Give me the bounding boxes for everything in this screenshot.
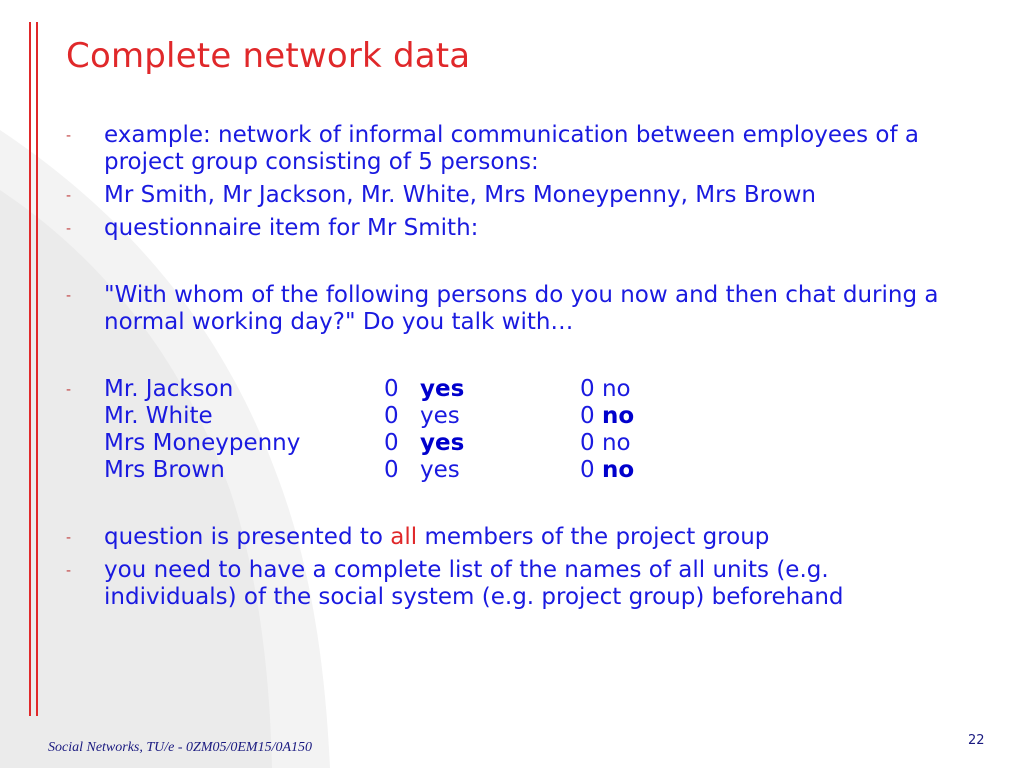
page-number: 22	[968, 733, 985, 748]
slide-title: Complete network data	[66, 36, 471, 76]
left-red-rule-outer	[29, 22, 31, 716]
bullet-dash: -	[66, 382, 72, 398]
bullet-members	[60, 182, 960, 209]
left-red-rule-inner	[36, 22, 38, 716]
yes-option: yes	[420, 403, 460, 429]
yes-option: yes	[420, 376, 465, 402]
bullet-questionnaire	[60, 215, 960, 242]
bullet-complete-list	[60, 557, 960, 611]
no-marker: 0	[580, 376, 595, 402]
person-name: Mrs Brown	[104, 457, 225, 483]
bullet-dash: -	[66, 128, 72, 144]
questionnaire-row	[104, 430, 960, 457]
yes-marker: 0	[384, 403, 399, 429]
questionnaire-row	[104, 457, 960, 484]
yes-option: yes	[420, 430, 465, 456]
bullet-dash: -	[66, 530, 72, 546]
questionnaire-table	[60, 376, 960, 484]
questionnaire-row	[104, 403, 960, 430]
bullet-question	[60, 282, 960, 336]
bullet-text: "With whom of the following persons do you now and then chat during a normal working day?" Do you talk with…	[104, 282, 939, 335]
no-marker: 0	[580, 457, 595, 483]
bullet-dash: -	[66, 563, 72, 579]
person-name: Mr. White	[104, 403, 213, 429]
bullet-presented	[60, 524, 960, 551]
bullet-example	[60, 122, 960, 176]
no-option: no	[601, 376, 631, 402]
bullet-dash: -	[66, 188, 72, 204]
bullet-text: Mr Smith, Mr Jackson, Mr. White, Mrs Moneypenny, Mrs Brown	[104, 182, 817, 208]
no-option: no	[601, 430, 631, 456]
person-name: Mrs Moneypenny	[104, 430, 301, 456]
yes-option: yes	[420, 457, 460, 483]
bullet-text: questionnaire item for Mr Smith:	[104, 215, 479, 241]
no-option: no	[601, 457, 635, 483]
bullet-text: example: network of informal communication between employees of a project group consisting of 5 persons:	[104, 122, 919, 175]
person-name: Mr. Jackson	[104, 376, 234, 402]
questionnaire-row	[104, 376, 960, 403]
yes-marker: 0	[384, 430, 399, 456]
no-marker: 0	[580, 430, 595, 456]
bullet-dash: -	[66, 288, 72, 304]
yes-marker: 0	[384, 457, 399, 483]
slide-body	[60, 122, 960, 611]
presented-after: members of the project group	[417, 524, 770, 550]
bullet-dash: -	[66, 221, 72, 237]
no-marker: 0	[580, 403, 595, 429]
presented-highlight: all	[390, 524, 418, 550]
no-option: no	[601, 403, 635, 429]
slide-footer: Social Networks, TU/e - 0ZM05/0EM15/0A150	[48, 740, 313, 755]
yes-marker: 0	[384, 376, 399, 402]
bullet-text: you need to have a complete list of the names of all units (e.g. individuals) of the social system (e.g. project group) beforehand	[104, 557, 844, 610]
presented-before: question is presented to	[104, 524, 391, 550]
